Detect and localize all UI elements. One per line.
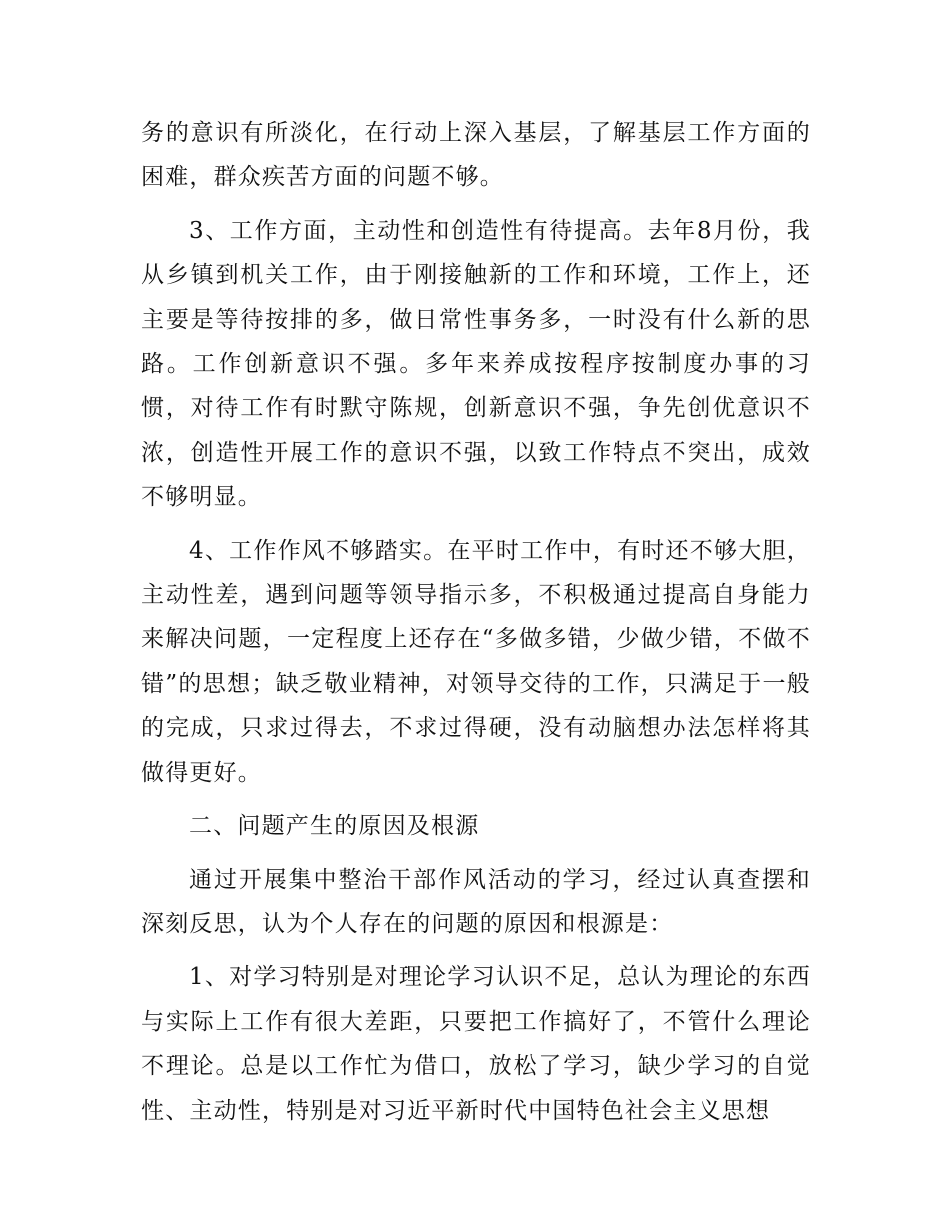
paragraph-point-4: 4、工作作风不够踏实。在平时工作中，有时还不够大胆，主动性差，遇到问题等领导指示多，不积极通过提高自身能力来解决问题，一定程度上还存在“多做多错，少做少错，不做不错”的思想；缺乏敬业精神，对领导交待的工作，只满足于一般的完成，只求过得去，不求过得硬，没有动脑想办法怎样将其做得更好。 bbox=[141, 537, 811, 786]
section-heading-causes: 二、问题产生的原因及根源 bbox=[189, 813, 480, 840]
paragraph-continuation: 务的意识有所淡化，在行动上深入基层，了解基层工作方面的困难，群众疾苦方面的问题不够。 bbox=[141, 120, 811, 191]
paragraph-point-3: 3、工作方面，主动性和创造性有待提高。去年8月份，我从乡镇到机关工作，由于刚接触新的工作和环境，工作上，还主要是等待按排的多，做日常性事务多，一时没有什么新的思路。工作创新意识不强。多年来养成按程序按制度办事的习惯，对待工作有时默守陈规，创新意识不强，争先创优意识不浓，创造性开展工作的意识不强，以致工作特点不突出，成效不够明显。 bbox=[141, 217, 811, 511]
document-body bbox=[141, 111, 811, 1142]
paragraph-cause-1: 1、对学习特别是对理论学习认识不足，总认为理论的东西与实际上工作有很大差距，只要把工作搞好了，不管什么理论不理论。总是以工作忙为借口，放松了学习，缺少学习的自觉性、主动性，特别是对习近平新时代中国特色社会主义思想 bbox=[141, 964, 811, 1124]
paragraph-intro-causes: 通过开展集中整治干部作风活动的学习，经过认真查摆和深刻反思，认为个人存在的问题的原因和根源是： bbox=[141, 866, 811, 937]
